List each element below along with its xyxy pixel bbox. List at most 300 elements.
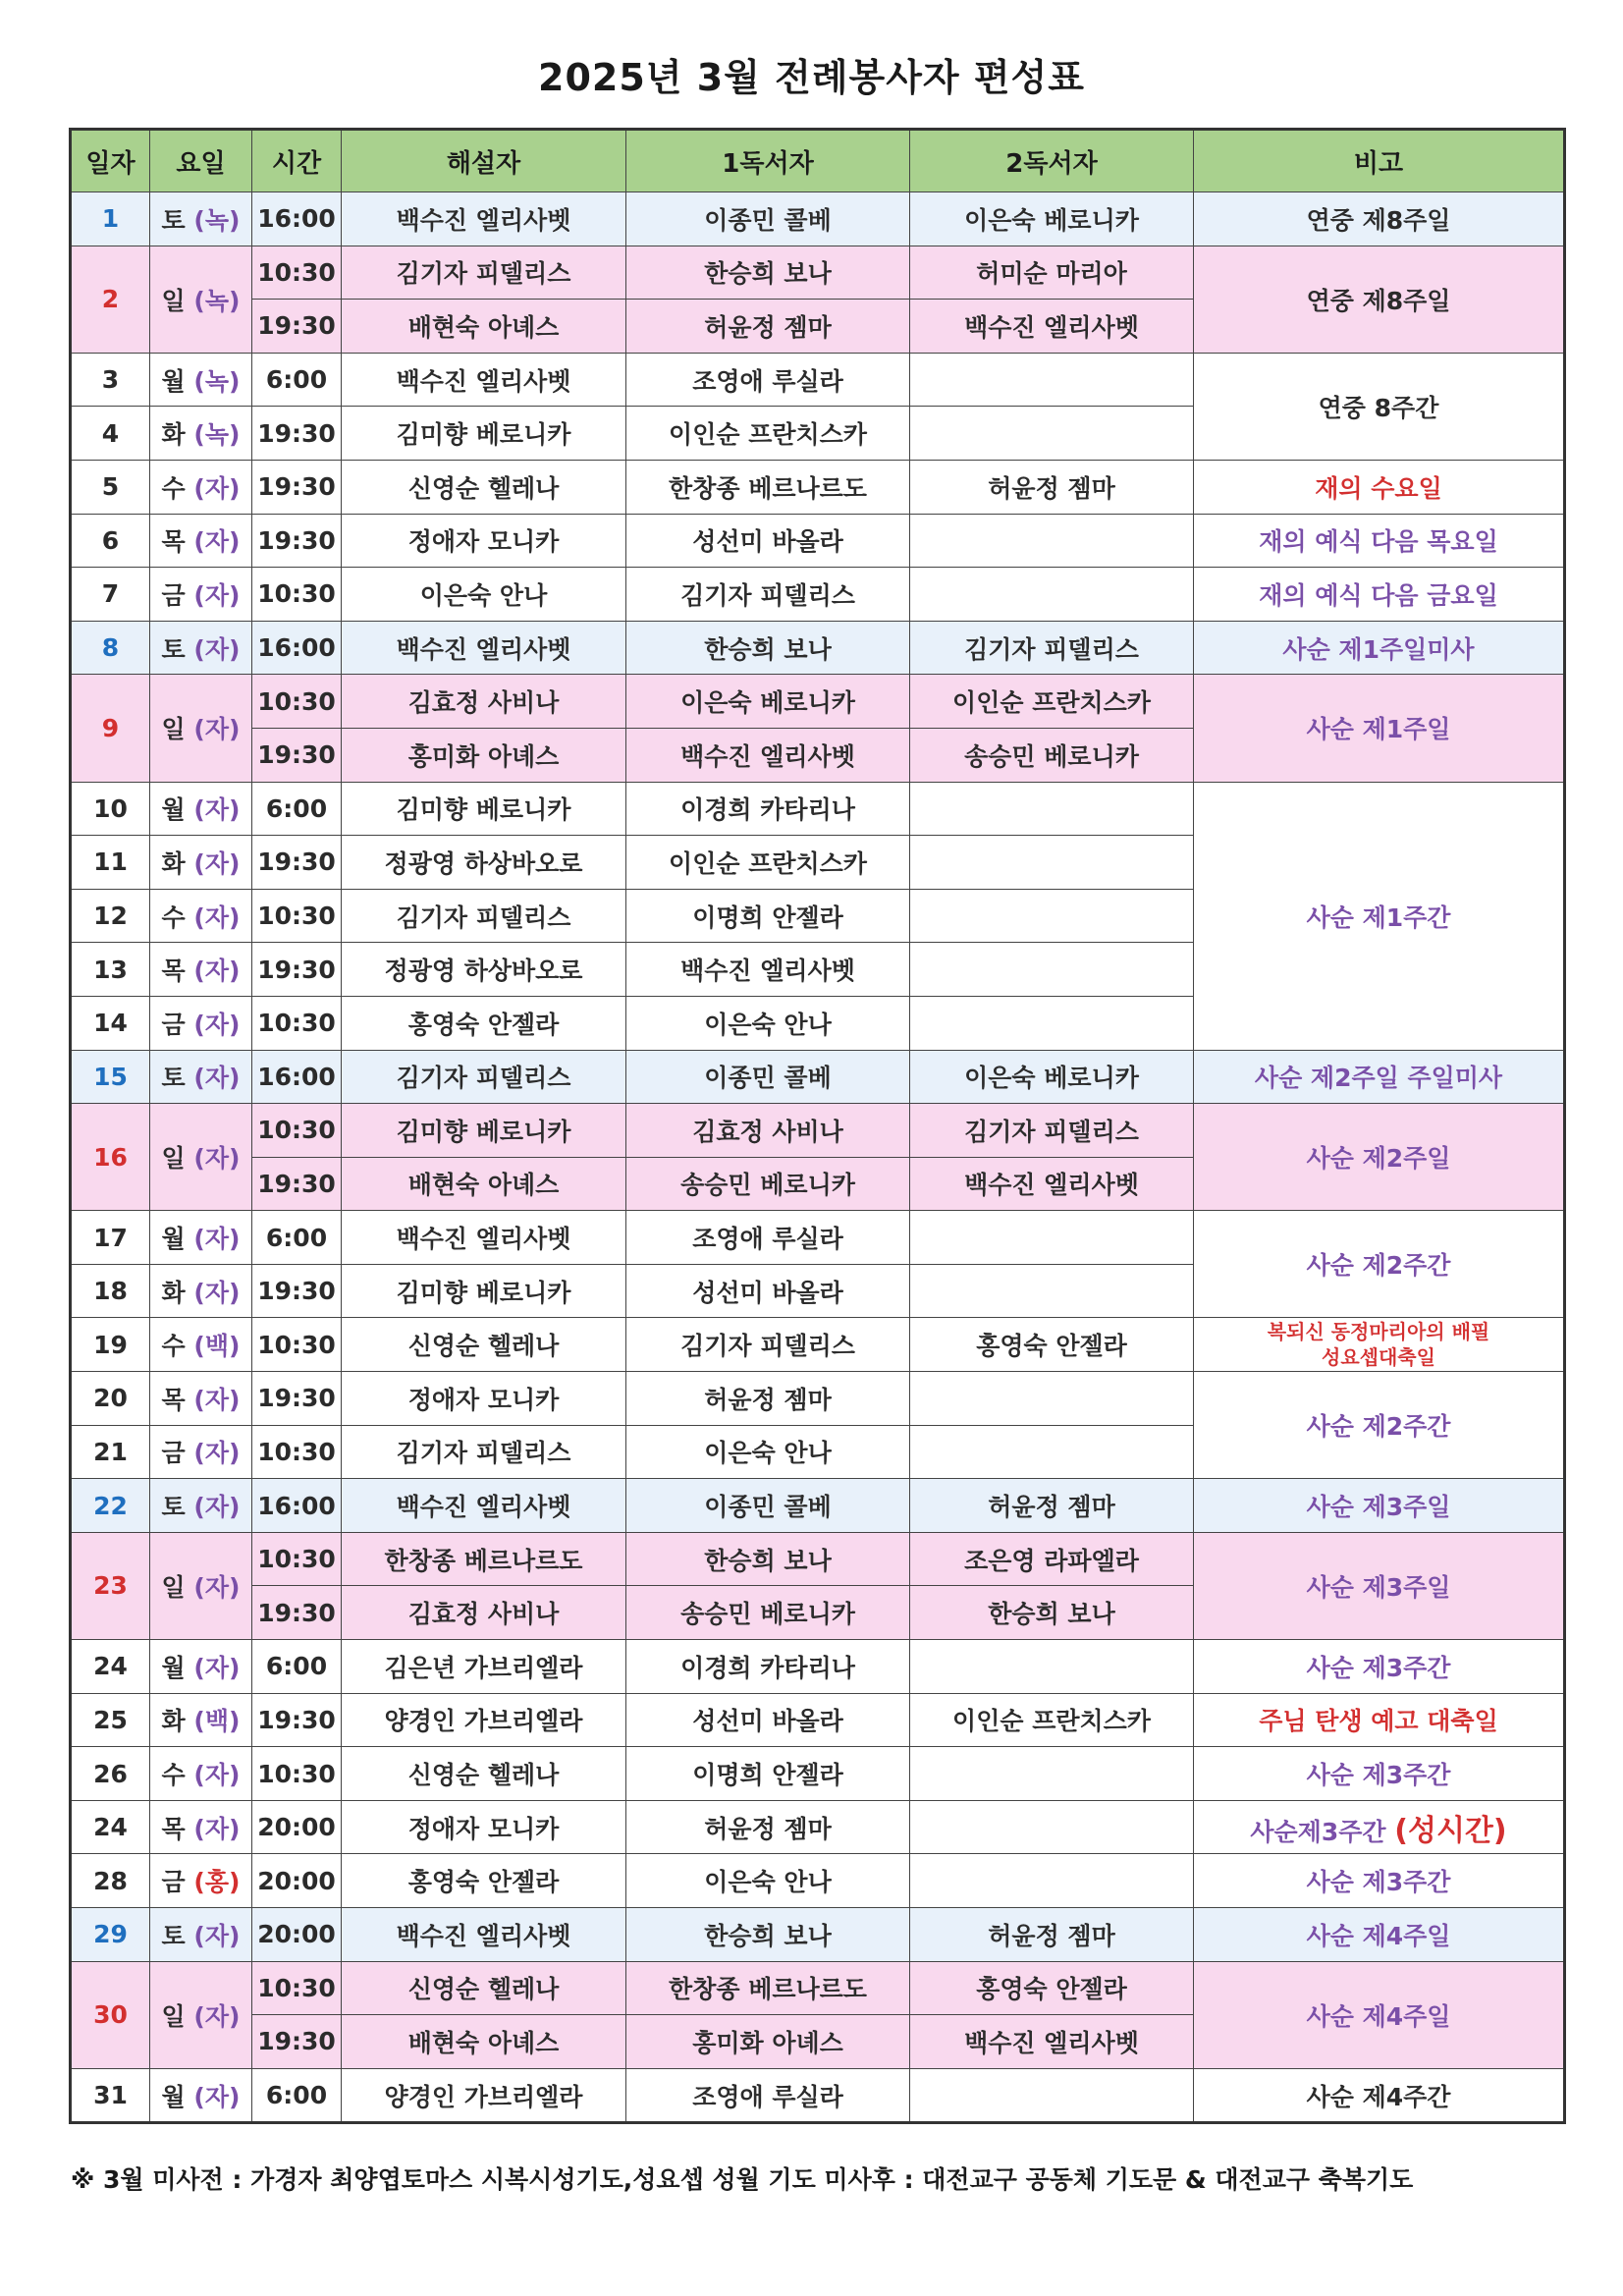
page-title: 2025년 3월 전례봉사자 편성표 — [538, 56, 1085, 99]
liturgical-color: (자) — [193, 527, 241, 557]
commentator-cell: 정광영 하상바오로 — [342, 943, 626, 997]
note-cell: 재의 수요일 — [1194, 460, 1565, 514]
reader2-cell — [910, 1264, 1194, 1318]
reader2-cell — [910, 836, 1194, 890]
note-cell: 사순 제2주일 주일미사 — [1194, 1050, 1565, 1104]
weekday: 일 — [161, 286, 186, 315]
liturgical-color: (자) — [193, 1814, 241, 1843]
commentator-cell: 정애자 모니카 — [342, 1372, 626, 1426]
reader1-cell: 한승희 보나 — [626, 1532, 910, 1586]
reader2-cell — [910, 353, 1194, 407]
commentator-cell: 백수진 엘리사벳 — [342, 192, 626, 246]
weekday: 일 — [161, 1144, 186, 1174]
weekday: 월 — [161, 1653, 186, 1682]
liturgical-color: (자) — [193, 795, 241, 825]
time-cell: 10:30 — [252, 1747, 342, 1801]
note-cell: 사순 제1주간 — [1194, 782, 1565, 1050]
weekday: 화 — [161, 1707, 186, 1736]
liturgical-color: (자) — [193, 1225, 241, 1254]
time-cell: 19:30 — [252, 460, 342, 514]
reader2-cell: 조은영 라파엘라 — [910, 1532, 1194, 1586]
reader1-cell: 이종민 콜베 — [626, 1050, 910, 1104]
weekday-cell — [150, 621, 252, 675]
reader1-cell: 이인순 프란치스카 — [626, 407, 910, 461]
reader1-cell: 이종민 콜베 — [626, 192, 910, 246]
liturgical-color: (자) — [193, 1572, 241, 1602]
reader1-cell: 이은숙 안나 — [626, 1854, 910, 1908]
reader1-cell: 이은숙 안나 — [626, 996, 910, 1050]
reader2-cell: 백수진 엘리사벳 — [910, 1157, 1194, 1211]
table-row — [71, 675, 1565, 729]
header-commentator: 해설자 — [342, 130, 626, 192]
table-row — [71, 1479, 1565, 1533]
table-row — [71, 1693, 1565, 1747]
reader2-cell: 이은숙 베로니카 — [910, 1050, 1194, 1104]
date-cell: 15 — [71, 1050, 150, 1104]
date-cell: 28 — [71, 1854, 150, 1908]
date-cell: 24 — [71, 1800, 150, 1854]
header-time: 시간 — [252, 130, 342, 192]
weekday: 수 — [161, 902, 186, 932]
commentator-cell: 김미향 베로니카 — [342, 1264, 626, 1318]
date-cell: 4 — [71, 407, 150, 461]
header-weekday: 요일 — [150, 130, 252, 192]
reader1-cell: 홍미화 아녜스 — [626, 2015, 910, 2069]
date-cell: 6 — [71, 514, 150, 568]
reader1-cell: 이경희 카타리나 — [626, 782, 910, 836]
table-row — [71, 1372, 1565, 1426]
reader1-cell: 이경희 카타리나 — [626, 1640, 910, 1694]
weekday: 수 — [161, 473, 186, 503]
time-cell: 16:00 — [252, 192, 342, 246]
note-cell: 사순 제3주일 — [1194, 1532, 1565, 1639]
reader2-cell — [910, 996, 1194, 1050]
weekday: 월 — [161, 1225, 186, 1254]
time-cell: 6:00 — [252, 782, 342, 836]
commentator-cell: 신영순 헬레나 — [342, 460, 626, 514]
header-date: 일자 — [71, 130, 150, 192]
reader2-cell — [910, 1640, 1194, 1694]
header-reader1: 1독서자 — [626, 130, 910, 192]
reader1-cell: 김기자 피델리스 — [626, 1318, 910, 1372]
note-text: 사순제3주간 — [1250, 1817, 1386, 1846]
weekday: 목 — [161, 1385, 186, 1414]
note-cell: 연중 제8주일 — [1194, 246, 1565, 353]
reader1-cell: 한승희 보나 — [626, 621, 910, 675]
note-cell: 사순 제4주일 — [1194, 1908, 1565, 1962]
weekday: 금 — [161, 1868, 186, 1897]
reader2-cell — [910, 943, 1194, 997]
date-cell: 1 — [71, 192, 150, 246]
time-cell: 6:00 — [252, 1211, 342, 1265]
reader2-cell — [910, 2068, 1194, 2123]
commentator-cell: 김미향 베로니카 — [342, 1104, 626, 1158]
weekday-cell — [150, 1211, 252, 1265]
commentator-cell: 김기자 피델리스 — [342, 1425, 626, 1479]
time-cell: 10:30 — [252, 246, 342, 300]
commentator-cell: 백수진 엘리사벳 — [342, 1908, 626, 1962]
table-row — [71, 1532, 1565, 1586]
date-cell: 8 — [71, 621, 150, 675]
commentator-cell: 김기자 피델리스 — [342, 1050, 626, 1104]
weekday-cell — [150, 192, 252, 246]
weekday: 화 — [161, 848, 186, 878]
weekday-cell — [150, 246, 252, 353]
note-cell: 재의 예식 다음 금요일 — [1194, 568, 1565, 622]
commentator-cell: 신영순 헬레나 — [342, 1961, 626, 2015]
weekday-cell — [150, 1264, 252, 1318]
liturgical-color: (녹) — [193, 286, 241, 315]
liturgical-color: (녹) — [193, 420, 241, 450]
time-cell: 19:30 — [252, 2015, 342, 2069]
header-reader2: 2독서자 — [910, 130, 1194, 192]
note-cell: 연중 제8주일 — [1194, 192, 1565, 246]
liturgical-color: (자) — [193, 1144, 241, 1174]
time-cell: 16:00 — [252, 1050, 342, 1104]
reader1-cell: 이은숙 안나 — [626, 1425, 910, 1479]
date-cell: 30 — [71, 1961, 150, 2068]
time-cell: 19:30 — [252, 1693, 342, 1747]
table-row — [71, 1961, 1565, 2015]
weekday: 금 — [161, 1010, 186, 1039]
time-cell: 10:30 — [252, 1104, 342, 1158]
weekday: 일 — [161, 1572, 186, 1602]
commentator-cell: 한창종 베르나르도 — [342, 1532, 626, 1586]
date-cell: 13 — [71, 943, 150, 997]
liturgical-color: (자) — [193, 2001, 241, 2031]
time-cell: 10:30 — [252, 1318, 342, 1372]
weekday: 일 — [161, 2001, 186, 2031]
note-cell: 사순 제3주간 — [1194, 1854, 1565, 1908]
commentator-cell: 백수진 엘리사벳 — [342, 353, 626, 407]
table-row — [71, 568, 1565, 622]
liturgical-color: (백) — [193, 1707, 241, 1736]
date-cell: 21 — [71, 1425, 150, 1479]
date-cell: 7 — [71, 568, 150, 622]
weekday-cell — [150, 1747, 252, 1801]
date-cell: 25 — [71, 1693, 150, 1747]
liturgical-color: (홍) — [193, 1868, 241, 1897]
commentator-cell: 김기자 피델리스 — [342, 889, 626, 943]
header-row — [71, 130, 1565, 192]
note-cell: 사순 제2주간 — [1194, 1211, 1565, 1318]
weekday-cell — [150, 1104, 252, 1211]
note-cell: 사순 제3주간 — [1194, 1747, 1565, 1801]
liturgical-color: (백) — [193, 1332, 241, 1361]
holy-hour-label: (성시간) — [1394, 1813, 1507, 1848]
weekday: 금 — [161, 580, 186, 610]
reader1-cell: 이인순 프란치스카 — [626, 836, 910, 890]
weekday: 화 — [161, 420, 186, 450]
commentator-cell: 백수진 엘리사벳 — [342, 1211, 626, 1265]
liturgical-color: (자) — [193, 1921, 241, 1950]
liturgical-color: (자) — [193, 1761, 241, 1790]
date-cell: 12 — [71, 889, 150, 943]
time-cell: 19:30 — [252, 836, 342, 890]
reader1-cell: 허윤정 젬마 — [626, 300, 910, 354]
reader1-cell: 김효정 사비나 — [626, 1104, 910, 1158]
note-cell: 사순 제3주간 — [1194, 1640, 1565, 1694]
date-cell: 20 — [71, 1372, 150, 1426]
weekday-cell — [150, 1693, 252, 1747]
table-row — [71, 1800, 1565, 1854]
liturgical-color: (자) — [193, 1064, 241, 1093]
time-cell: 20:00 — [252, 1854, 342, 1908]
table-row — [71, 1747, 1565, 1801]
date-cell: 2 — [71, 246, 150, 353]
liturgical-color: (자) — [193, 1385, 241, 1414]
note-cell: 사순 제1주일 — [1194, 675, 1565, 782]
reader2-cell: 이인순 프란치스카 — [910, 1693, 1194, 1747]
weekday-cell — [150, 407, 252, 461]
weekday-cell — [150, 1425, 252, 1479]
weekday-cell — [150, 1854, 252, 1908]
weekday-cell — [150, 460, 252, 514]
reader1-cell: 한창종 베르나르도 — [626, 1961, 910, 2015]
note-cell — [1194, 1800, 1565, 1854]
liturgical-color: (자) — [193, 848, 241, 878]
date-cell: 19 — [71, 1318, 150, 1372]
weekday-cell — [150, 1908, 252, 1962]
liturgical-color: (자) — [193, 902, 241, 932]
note-cell: 사순 제2주간 — [1194, 1372, 1565, 1479]
weekday: 토 — [161, 1921, 186, 1950]
header-note: 비고 — [1194, 130, 1565, 192]
time-cell: 20:00 — [252, 1800, 342, 1854]
reader2-cell: 허윤정 젬마 — [910, 1479, 1194, 1533]
note-cell: 주님 탄생 예고 대축일 — [1194, 1693, 1565, 1747]
weekday-cell — [150, 836, 252, 890]
weekday-cell — [150, 1318, 252, 1372]
weekday: 토 — [161, 1493, 186, 1522]
commentator-cell: 김미향 베로니카 — [342, 407, 626, 461]
reader2-cell: 백수진 엘리사벳 — [910, 2015, 1194, 2069]
liturgical-color: (녹) — [193, 205, 241, 235]
reader1-cell: 성선미 바올라 — [626, 1693, 910, 1747]
commentator-cell: 홍영숙 안젤라 — [342, 1854, 626, 1908]
time-cell: 19:30 — [252, 1264, 342, 1318]
reader1-cell: 조영애 루실라 — [626, 353, 910, 407]
table-row — [71, 1908, 1565, 1962]
table-row — [71, 1211, 1565, 1265]
reader2-cell: 한승희 보나 — [910, 1586, 1194, 1640]
weekday-cell — [150, 1532, 252, 1639]
reader2-cell: 백수진 엘리사벳 — [910, 300, 1194, 354]
weekday-cell — [150, 1050, 252, 1104]
reader2-cell: 이은숙 베로니카 — [910, 192, 1194, 246]
weekday-cell — [150, 782, 252, 836]
time-cell: 10:30 — [252, 1532, 342, 1586]
reader1-cell: 백수진 엘리사벳 — [626, 728, 910, 782]
weekday: 토 — [161, 1064, 186, 1093]
date-cell: 10 — [71, 782, 150, 836]
time-cell: 19:30 — [252, 407, 342, 461]
time-cell: 10:30 — [252, 1425, 342, 1479]
weekday: 수 — [161, 1332, 186, 1361]
date-cell: 31 — [71, 2068, 150, 2123]
weekday-cell — [150, 514, 252, 568]
table-row — [71, 460, 1565, 514]
commentator-cell: 신영순 헬레나 — [342, 1318, 626, 1372]
liturgical-color: (자) — [193, 634, 241, 664]
time-cell: 16:00 — [252, 621, 342, 675]
commentator-cell: 양경인 가브리엘라 — [342, 1693, 626, 1747]
note-cell: 연중 8주간 — [1194, 353, 1565, 460]
time-cell: 19:30 — [252, 1372, 342, 1426]
reader1-cell: 한창종 베르나르도 — [626, 460, 910, 514]
weekday-cell — [150, 943, 252, 997]
reader1-cell: 이종민 콜베 — [626, 1479, 910, 1533]
reader2-cell — [910, 1372, 1194, 1426]
schedule-table — [69, 128, 1566, 2124]
weekday-cell — [150, 353, 252, 407]
reader1-cell: 이명희 안젤라 — [626, 1747, 910, 1801]
weekday: 월 — [161, 366, 186, 396]
reader2-cell — [910, 1854, 1194, 1908]
note-cell: 사순 제4주간 — [1194, 2068, 1565, 2123]
weekday: 월 — [161, 2082, 186, 2111]
reader2-cell: 김기자 피델리스 — [910, 1104, 1194, 1158]
time-cell: 10:30 — [252, 675, 342, 729]
time-cell: 6:00 — [252, 2068, 342, 2123]
commentator-cell: 홍미화 아녜스 — [342, 728, 626, 782]
reader1-cell: 허윤정 젬마 — [626, 1800, 910, 1854]
date-cell: 14 — [71, 996, 150, 1050]
reader2-cell — [910, 1747, 1194, 1801]
liturgical-color: (자) — [193, 580, 241, 610]
reader2-cell: 홍영숙 안젤라 — [910, 1961, 1194, 2015]
weekday: 수 — [161, 1761, 186, 1790]
reader2-cell — [910, 782, 1194, 836]
time-cell: 19:30 — [252, 300, 342, 354]
time-cell: 10:30 — [252, 996, 342, 1050]
commentator-cell: 김효정 사비나 — [342, 1586, 626, 1640]
weekday-cell — [150, 2068, 252, 2123]
commentator-cell: 백수진 엘리사벳 — [342, 621, 626, 675]
date-cell: 26 — [71, 1747, 150, 1801]
weekday-cell — [150, 568, 252, 622]
reader2-cell — [910, 1211, 1194, 1265]
reader1-cell: 이은숙 베로니카 — [626, 675, 910, 729]
weekday: 월 — [161, 795, 186, 825]
footnote: ※ 3월 미사전 : 가경자 최양엽토마스 시복시성기도,성요셉 성월 기도 미사후 : 대전교구 공동체 기도문 & 대전교구 축복기도 — [71, 2165, 1414, 2194]
reader1-cell: 조영애 루실라 — [626, 1211, 910, 1265]
time-cell: 20:00 — [252, 1908, 342, 1962]
time-cell: 19:30 — [252, 943, 342, 997]
table-row — [71, 192, 1565, 246]
date-cell: 18 — [71, 1264, 150, 1318]
date-cell: 22 — [71, 1479, 150, 1533]
reader1-cell: 성선미 바올라 — [626, 1264, 910, 1318]
date-cell: 3 — [71, 353, 150, 407]
note-cell: 재의 예식 다음 목요일 — [1194, 514, 1565, 568]
reader2-cell: 허윤정 젬마 — [910, 1908, 1194, 1962]
table-row — [71, 2068, 1565, 2123]
reader1-cell: 송승민 베로니카 — [626, 1586, 910, 1640]
time-cell: 16:00 — [252, 1479, 342, 1533]
weekday: 목 — [161, 1814, 186, 1843]
weekday: 금 — [161, 1439, 186, 1468]
weekday-cell — [150, 889, 252, 943]
liturgical-color: (자) — [193, 957, 241, 986]
commentator-cell: 홍영숙 안젤라 — [342, 996, 626, 1050]
time-cell: 10:30 — [252, 1961, 342, 2015]
commentator-cell: 김은년 가브리엘라 — [342, 1640, 626, 1694]
commentator-cell: 백수진 엘리사벳 — [342, 1479, 626, 1533]
weekday-cell — [150, 675, 252, 782]
commentator-cell: 배현숙 아녜스 — [342, 300, 626, 354]
commentator-cell: 정광영 하상바오로 — [342, 836, 626, 890]
commentator-cell: 김기자 피델리스 — [342, 246, 626, 300]
note-cell: 사순 제1주일미사 — [1194, 621, 1565, 675]
reader1-cell: 김기자 피델리스 — [626, 568, 910, 622]
table-row — [71, 514, 1565, 568]
time-cell: 19:30 — [252, 514, 342, 568]
reader2-cell: 송승민 베로니카 — [910, 728, 1194, 782]
date-cell: 5 — [71, 460, 150, 514]
weekday-cell — [150, 1479, 252, 1533]
time-cell: 10:30 — [252, 568, 342, 622]
weekday: 일 — [161, 715, 186, 744]
table-row — [71, 1318, 1565, 1372]
note-line: 복되신 동정마리아의 배필 — [1267, 1320, 1490, 1344]
reader2-cell: 김기자 피델리스 — [910, 621, 1194, 675]
table-row — [71, 1104, 1565, 1158]
commentator-cell: 배현숙 아녜스 — [342, 1157, 626, 1211]
reader2-cell — [910, 407, 1194, 461]
reader1-cell: 이명희 안젤라 — [626, 889, 910, 943]
table-row — [71, 782, 1565, 836]
note-cell — [1194, 1318, 1565, 1372]
weekday-cell — [150, 1961, 252, 2068]
date-cell: 9 — [71, 675, 150, 782]
date-cell: 16 — [71, 1104, 150, 1211]
date-cell: 29 — [71, 1908, 150, 1962]
note-cell: 사순 제3주일 — [1194, 1479, 1565, 1533]
liturgical-color: (자) — [193, 1653, 241, 1682]
time-cell: 19:30 — [252, 1157, 342, 1211]
time-cell: 19:30 — [252, 728, 342, 782]
commentator-cell: 김미향 베로니카 — [342, 782, 626, 836]
commentator-cell: 김효정 사비나 — [342, 675, 626, 729]
time-cell: 6:00 — [252, 353, 342, 407]
liturgical-color: (자) — [193, 1278, 241, 1307]
liturgical-color: (자) — [193, 715, 241, 744]
liturgical-color: (녹) — [193, 366, 241, 396]
table-row — [71, 1640, 1565, 1694]
weekday: 목 — [161, 957, 186, 986]
time-cell: 19:30 — [252, 1586, 342, 1640]
reader2-cell: 허윤정 젬마 — [910, 460, 1194, 514]
table-row — [71, 1050, 1565, 1104]
date-cell: 24 — [71, 1640, 150, 1694]
reader2-cell — [910, 889, 1194, 943]
reader2-cell — [910, 568, 1194, 622]
reader2-cell: 이인순 프란치스카 — [910, 675, 1194, 729]
time-cell: 10:30 — [252, 889, 342, 943]
note-cell: 사순 제4주일 — [1194, 1961, 1565, 2068]
reader1-cell: 한승희 보나 — [626, 246, 910, 300]
table-row — [71, 353, 1565, 407]
date-cell: 17 — [71, 1211, 150, 1265]
reader2-cell — [910, 1800, 1194, 1854]
note-cell: 사순 제2주일 — [1194, 1104, 1565, 1211]
weekday-cell — [150, 1800, 252, 1854]
table-row — [71, 621, 1565, 675]
liturgical-color: (자) — [193, 1493, 241, 1522]
liturgical-color: (자) — [193, 1439, 241, 1468]
weekday: 화 — [161, 1278, 186, 1307]
